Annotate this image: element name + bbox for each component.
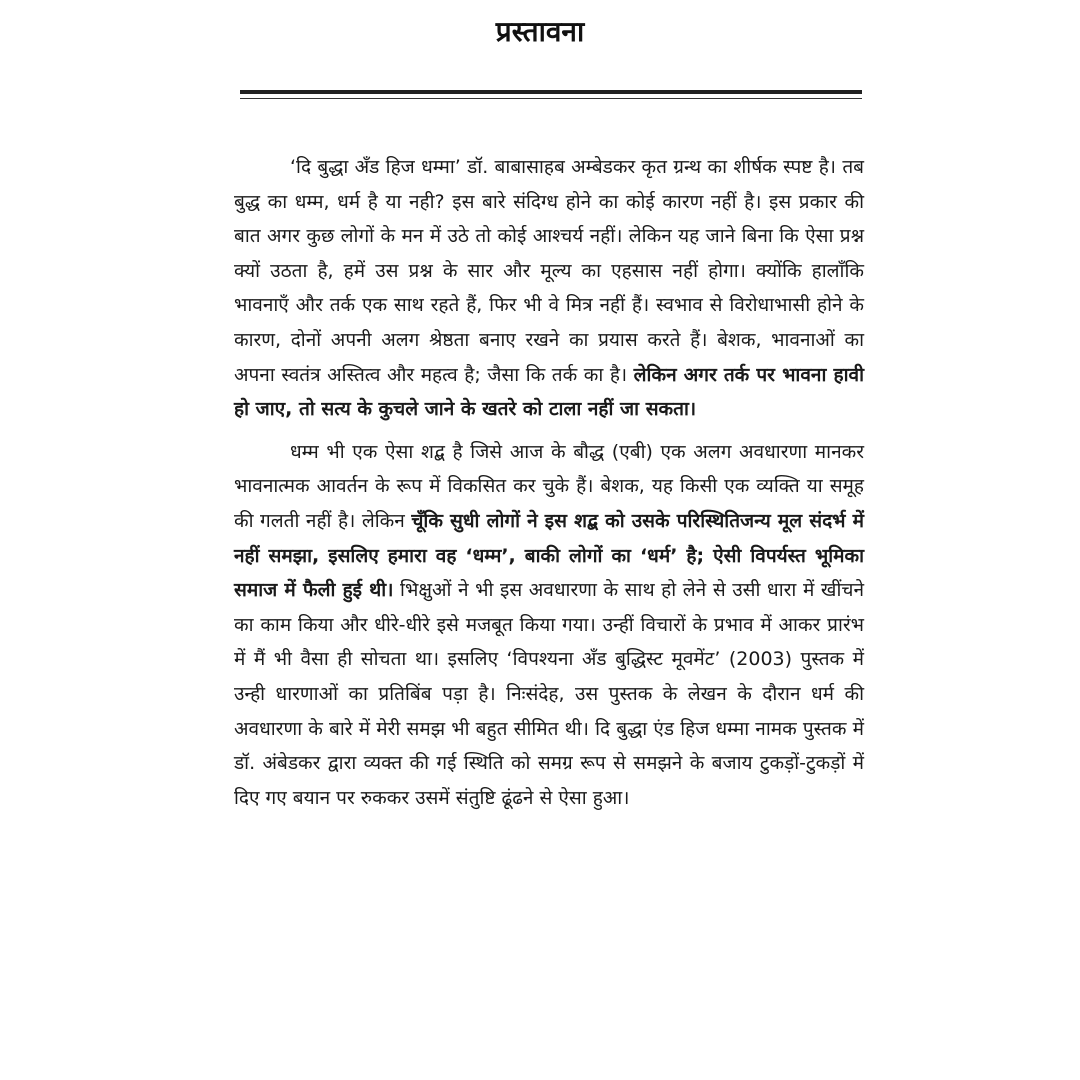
paragraph-1 — [234, 150, 864, 427]
paragraph-1-text: ‘दि बुद्धा अँड हिज धम्मा’ डॉ. बाबासाहब अम्बेडकर कृत ग्रन्थ का शीर्षक स्पष्ट है। तब बुद्ध का धम्म, धर्म है या नही? इस बारे संदिग्ध होने का कोई कारण नहीं है। इस प्रकार की बात अगर कुछ लोगों के मन में उठे तो कोई आश्चर्य नहीं। लेकिन यह जाने बिना कि ऐसा प्रश्न क्यों उठता है, हमें उस प्रश्न के सार और मूल्य का एहसास नहीं होगा। क्योंकि हालाँकि भावनाएँ और तर्क एक साथ रहते हैं, फिर भी वे मित्र नहीं हैं। स्वभाव से विरोधाभासी होने के कारण, दोनों अपनी अलग श्रेष्ठता बनाए रखने का प्रयास करते हैं। बेशक, भावनाओं का अपना स्वतंत्र अस्तित्व और महत्व है; जैसा कि तर्क का है। — [234, 156, 864, 386]
body-text — [234, 150, 864, 815]
paragraph-2-bold-text: चूँकि सुधी लोगों ने इस शद्ब को उसके परिस्थितिजन्य मूल संदर्भ में नहीं समझा, इसलिए हमारा वह ‘धम्म’, बाकी लोगों का ‘धर्म’ है; ऐसी विपर्यस्त भूमिका समाज में फैली हुई थी। — [234, 509, 864, 602]
paragraph-1-bold-text: लेकिन अगर तर्क पर भावना हावी हो जाए, तो सत्य के कुचले जाने के खतरे को टाला नहीं जा सकता। — [234, 363, 864, 421]
page-title: प्रस्तावना — [495, 15, 585, 48]
title-divider-thick — [240, 90, 862, 94]
paragraph-2-text-start: धम्म भी एक ऐसा शद्ब है जिसे आज के बौद्ध (एबी) एक अलग अवधारणा मानकर भावनात्मक आवर्तन के रूप में विकसित कर चुके हैं। बेशक, यह किसी एक व्यक्ति या समूह की गलती नहीं है। लेकिन — [234, 440, 864, 532]
paragraph-2-text-end: भिक्षुओं ने भी इस अवधारणा के साथ हो लेने से उसी धारा में खींचने का काम किया और धीरे-धीरे इसे मजबूत किया गया। उन्हीं विचारों के प्रभाव में आकर प्रारंभ में मैं भी वैसा ही सोचता था। इसलिए ‘विपश्यना अँड बुद्धिस्ट मूवमेंट’ (2003) पुस्तक में उन्ही धारणाओं का प्रतिबिंब पड़ा है। निःसंदेह, उस पुस्तक के लेखन के दौरान धर्म की अवधारणा के बारे में मेरी समझ भी बहुत सीमित थी। दि बुद्धा एंड हिज धम्मा नामक पुस्तक में डॉ. अंबेडकर द्वारा व्यक्त की गई स्थिति को समग्र रूप से समझने के बजाय टुकड़ों-टुकड़ों में दिए गए बयान पर रुककर उसमें संतुष्टि ढूंढने से ऐसा हुआ। — [234, 579, 864, 809]
paragraph-2 — [234, 435, 864, 816]
title-divider-thin — [240, 98, 862, 99]
